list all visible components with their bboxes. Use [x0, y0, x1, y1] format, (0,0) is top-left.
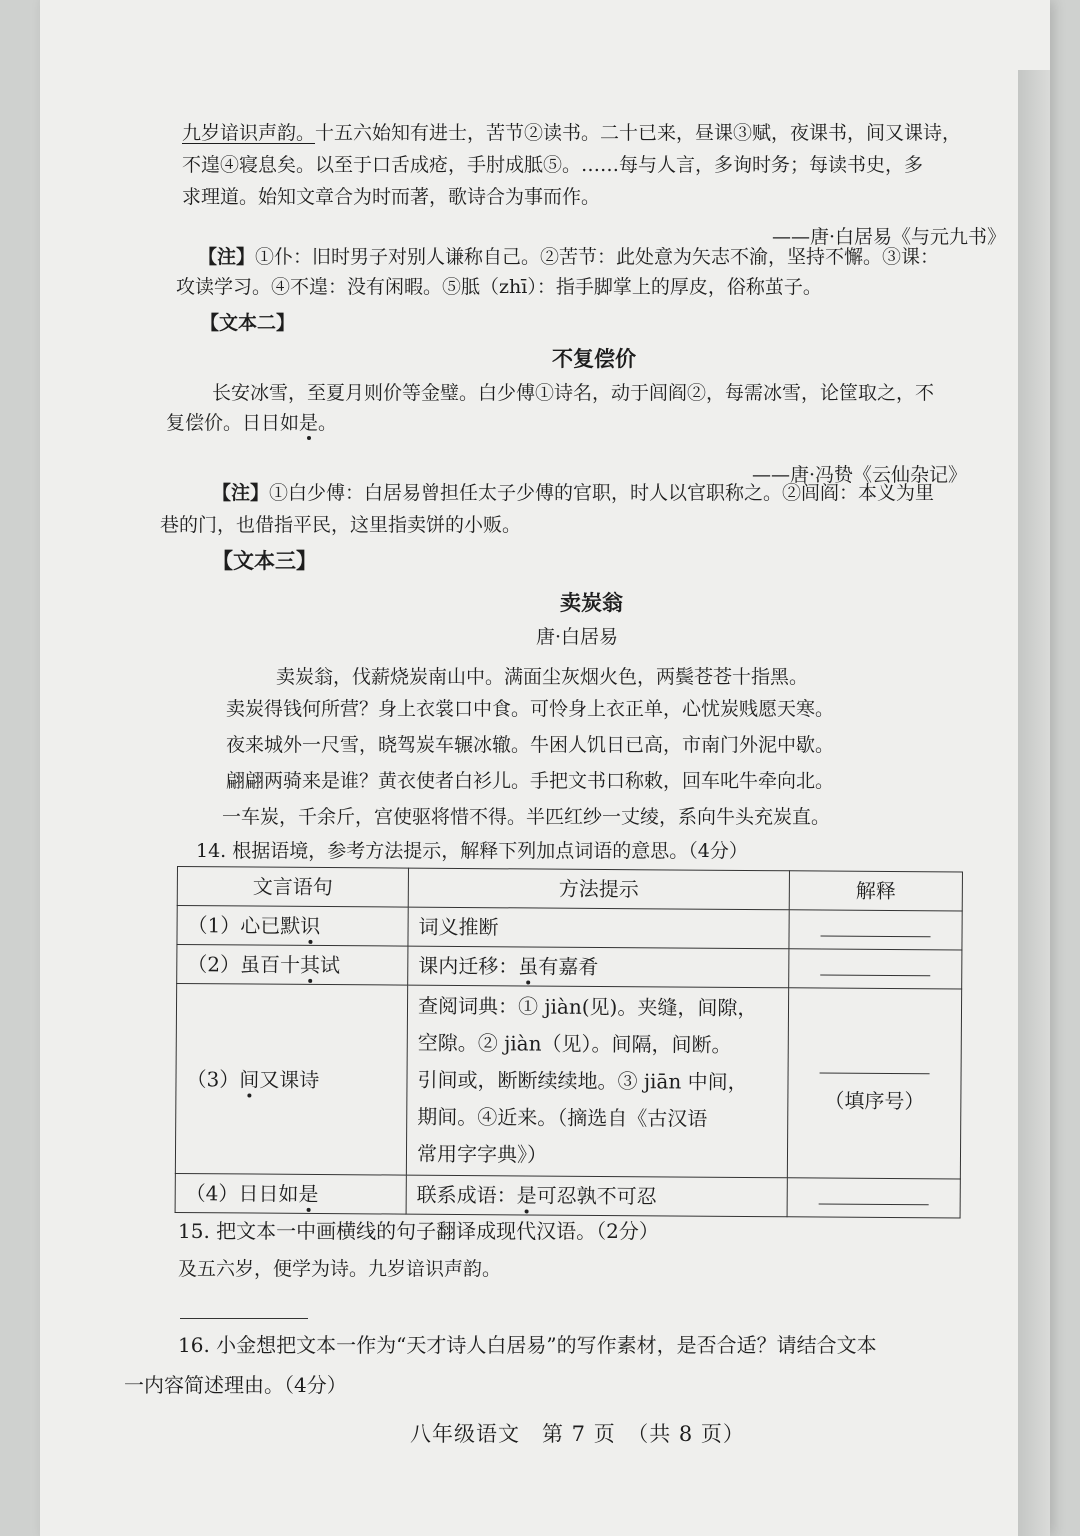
col-header: 解释 [789, 871, 962, 911]
poem-line: 卖炭翁，伐薪烧炭南山中。满面尘灰烟火色，两鬓苍苍十指黑。 [276, 666, 809, 688]
text2-line2: 复偿价。日日如是。 [166, 412, 338, 434]
q15-prompt: 15. 把文本一中画横线的句子翻译成现代汉语。（2分） [178, 1219, 659, 1243]
table-row [175, 984, 961, 1179]
text3-label: 【文本三】 [212, 548, 317, 573]
hint-cell: 查阅词典：① jiàn(见)。夹缝，间隙， 空隙。② jiàn（见）。间隔，间断。 引间或，断断续续地。③ jiān 中间， 期间。④近来。（摘选自《古汉语 常用字字典》） [406, 985, 788, 1178]
col-header: 方法提示 [408, 868, 789, 910]
table-header-row [177, 867, 962, 911]
text3-title: 卖炭翁 [560, 590, 623, 615]
answer-line [180, 1318, 308, 1319]
answer-blank[interactable]: （填序号） [787, 988, 961, 1179]
poem-line: 夜来城外一尺雪，晓驾炭车辗冰辙。牛困人饥日已高，市南门外泥中歇。 [226, 734, 835, 756]
table-row [177, 906, 962, 950]
text2-note-line2: 巷的门，也借指平民，这里指卖饼的小贩。 [160, 514, 522, 536]
answer-blank[interactable] [787, 1178, 960, 1218]
poem-line: 翩翩两骑来是谁？黄衣使者白衫儿。手把文书口称敕，回车叱牛牵向北。 [226, 770, 835, 792]
answer-blank[interactable] [789, 949, 962, 989]
hint-cell: 词义推断 [408, 907, 789, 949]
sentence-cell: （2）虽百十其试 [177, 945, 408, 986]
table-row [177, 945, 962, 989]
hint-cell: 课内迁移：虽有嘉肴 [408, 946, 789, 988]
text1-source: ——唐·白居易《与元九书》 [772, 226, 1007, 248]
q16-prompt-line2: 一内容简述理由。（4分） [124, 1373, 347, 1397]
poem-line: 卖炭得钱何所营？身上衣裳口中食。可怜身上衣正单，心忧炭贱愿天寒。 [226, 698, 835, 720]
answer-blank[interactable] [789, 910, 962, 950]
text2-source: ——唐·冯贽《云仙杂记》 [752, 464, 968, 486]
sentence-cell: （1）心已默识 [177, 906, 408, 947]
page-footer: 八年级语文 第 7 页 （共 8 页） [410, 1422, 745, 1446]
text1-line3: 求理道。始知文章合为时而著，歌诗合为事而作。 [182, 186, 601, 208]
q14-prompt: 14. 根据语境，参考方法提示，解释下列加点词语的意思。（4分） [196, 840, 748, 862]
table-row [175, 1173, 960, 1217]
text3-author: 唐·白居易 [536, 626, 619, 648]
sentence-cell: （4）日日如是 [175, 1173, 406, 1214]
text1-line1: 九岁谙识声韵。十五六始知有进士，苦节②读书。二十已来，昼课③赋，夜课书，间又课诗， [182, 122, 962, 144]
text2-label: 【文本二】 [200, 312, 296, 334]
text1-note: 【注】①仆：旧时男子对别人谦称自己。②苦节：此处意为矢志不渝，坚持不懈。③课： [198, 246, 940, 268]
q14-table [175, 866, 963, 1218]
poem-line: 一车炭，千余斤，宫使驱将惜不得。半匹红纱一丈绫，系向牛头充炭直。 [222, 806, 831, 828]
text2-note: 【注】①白少傅：白居易曾担任太子少傅的官职，时人以官职称之。②闾阎：本义为里 [212, 482, 935, 504]
page-edge [1018, 70, 1050, 1536]
text1-line2: 不遑④寝息矣。以至于口舌成疮，手肘成胝⑤。……每与人言，多询时务；每读书史，多 [182, 154, 924, 176]
q16-prompt-line1: 16. 小金想把文本一作为“天才诗人白居易”的写作素材，是否合适？请结合文本 [178, 1333, 877, 1357]
hint-cell: 联系成语：是可忍孰不可忍 [406, 1175, 787, 1217]
q15-answer[interactable]: 及五六岁，便学为诗。九岁谙识声韵。 [178, 1258, 502, 1280]
col-header: 文言语句 [177, 867, 408, 908]
text2-title: 不复偿价 [552, 346, 636, 371]
text1-note-line2: 攻读学习。④不遑：没有闲暇。⑤胝（zhī）：指手脚掌上的厚皮，俗称茧子。 [176, 276, 822, 298]
sentence-cell: （3）间又课诗 [175, 984, 407, 1176]
text2-line1: 长安冰雪，至夏月则价等金璧。白少傅①诗名，动于闾阎②，每需冰雪，论筐取之，不 [212, 382, 935, 404]
